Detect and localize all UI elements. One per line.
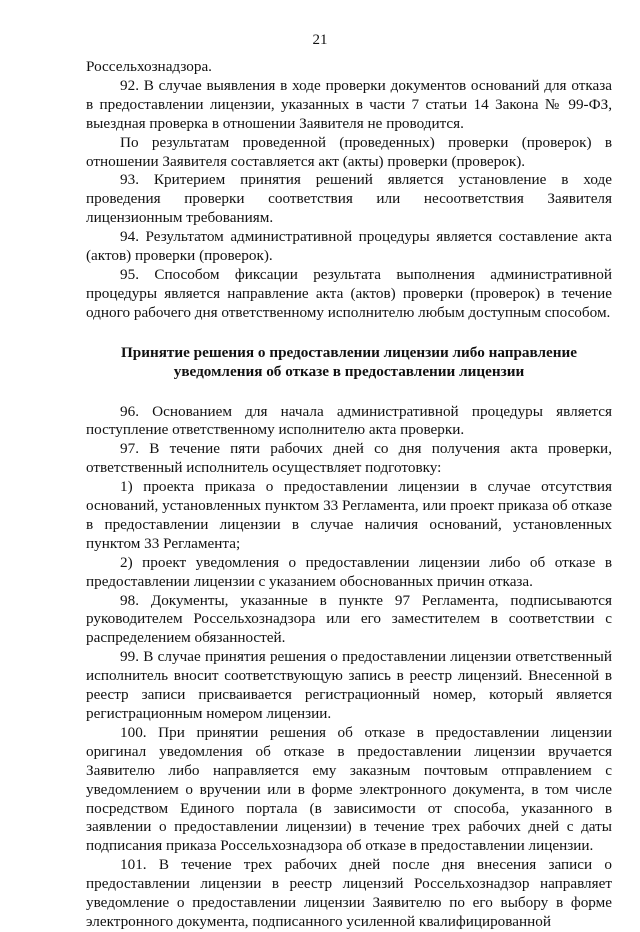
page-number: 21 [312, 32, 328, 48]
paragraph-92-result: По результатам проведенной (проведенных) проверки (проверок) в отношении Заявителя составляется акт (акты) проверки (проверок). [86, 133, 612, 170]
section-heading-line-1: Принятие решения о предоставлении лицензии либо направление [120, 343, 578, 361]
paragraph-98: 98. Документы, указанные в пункте 97 Регламента, подписываются руководителем Россельхознадзора или его заместителем в соответствии с распределением обязанностей. [86, 591, 612, 647]
paragraph-100: 100. При принятии решения об отказе в предоставлении лицензии оригинал уведомления об отказе в предоставлении лицензии вручается Заявителю либо направляется ему заказным почтовым отправлением с уведомлением о вручении или в форме электронного документа, в том числе посредством Единого портала (в зависимости от способа, указанного в заявлении о предоставлении лицензии) в течение трех рабочих дней с даты подписания приказа Россельхознадзора об отказе в предоставлении лицензии. [86, 723, 612, 855]
paragraph-101: 101. В течение трех рабочих дней после дня внесения записи о предоставлении лицензии в реестр лицензий Россельхознадзор направляет уведомление о предоставлении лицензии Заявителю по его выбору в форме электронного документа, подписанного усиленной квалифицированной [86, 856, 612, 930]
paragraph-92: 92. В случае выявления в ходе проверки документов оснований для отказа в предоставлении лицензии, указанных в части 7 статьи 14 Закона № 99-ФЗ, выездная проверка в отношении Заявителя не проводится. [86, 76, 612, 132]
document-body [86, 58, 612, 932]
paragraph-95: 95. Способом фиксации результата выполнения административной процедуры является направление акта (актов) проверки (проверок) в течение одного рабочего дня ответственному исполнителю любым доступным способом. [86, 265, 612, 321]
section-heading-line-2: уведомления об отказе в предоставлении лицензии [173, 362, 525, 380]
paragraph-99: 99. В случае принятия решения о предоставлении лицензии ответственный исполнитель вносит соответствующую запись в реестр лицензий. Внесенной в реестр записи присваивается регистрационный номер, который является регистрационным номером лицензии. [86, 648, 612, 722]
paragraph-97-item-1: 1) проекта приказа о предоставлении лицензии в случае отсутствия оснований, установленных пунктом 33 Регламента, или проект приказа об отказе в предоставлении лицензии в случае наличия оснований, установленных пунктом 33 Регламента; [86, 478, 612, 552]
paragraph-93: 93. Критерием принятия решений является установление в ходе проведения проверки соответствия или несоответствия Заявителя лицензионным требованиям. [86, 171, 612, 227]
paragraph-94: 94. Результатом административной процедуры является составление акта (актов) проверки (проверок). [86, 228, 612, 265]
section-heading [86, 344, 612, 382]
paragraph-97: 97. В течение пяти рабочих дней со дня получения акта проверки, ответственный исполнитель осуществляет подготовку: [86, 440, 612, 477]
paragraph-97-item-2: 2) проект уведомления о предоставлении лицензии либо об отказе в предоставлении лицензии с указанием обоснованных причин отказа. [86, 553, 612, 590]
paragraph-continuation: Россельхознадзора. [86, 58, 212, 75]
paragraph-96: 96. Основанием для начала административной процедуры является поступление ответственному исполнителю акта проверки. [86, 402, 612, 439]
